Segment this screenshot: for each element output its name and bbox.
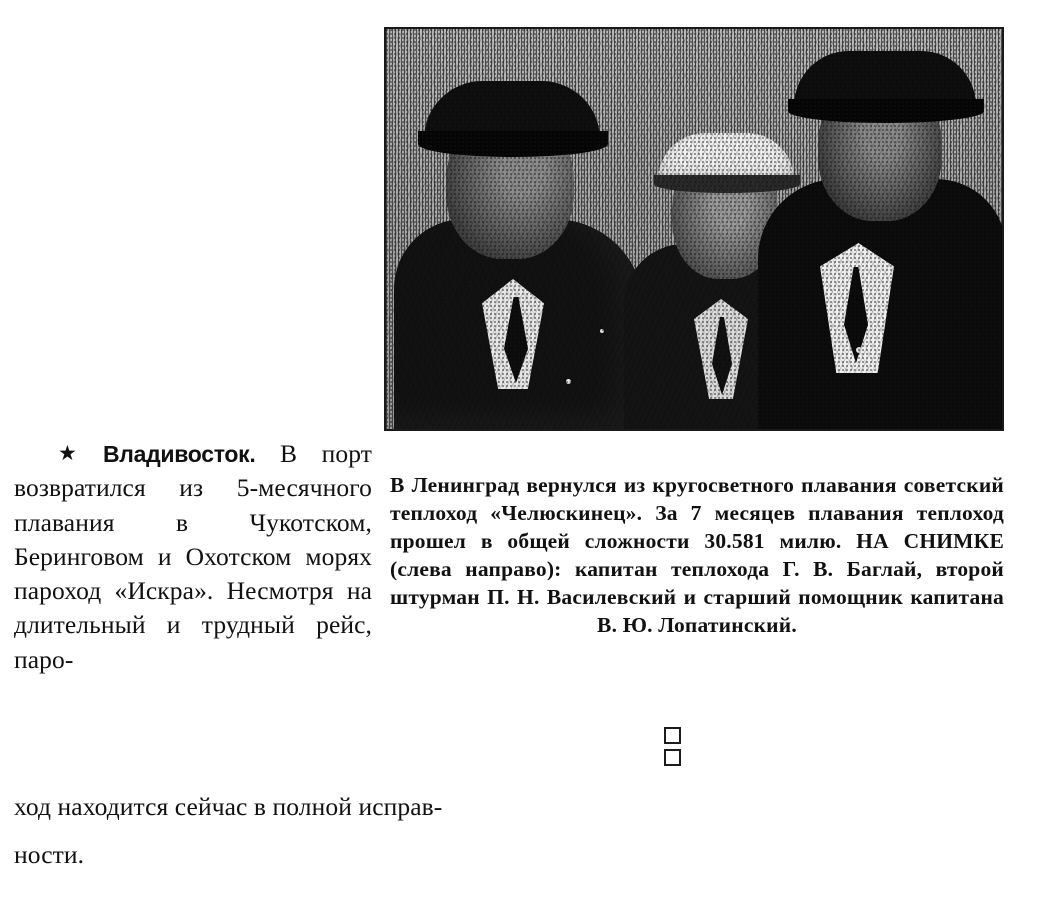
overflow-text: ход находится сейчас в полной исправ-	[14, 792, 443, 821]
dateline-city: Владивосток.	[103, 441, 256, 467]
figure-left-captain	[394, 99, 644, 429]
square-mark-2	[664, 749, 681, 766]
photo-inner	[386, 29, 1002, 429]
right-column-text	[390, 472, 1004, 640]
right-column-paragraph: В Ленинград вернулся из кругосветного плавания советский теплоход «Челюскинец». За 7 месяцев плавания теплоход прошел в общей сложности 30.581 милю. НА СНИМКЕ (слева направо): капитан теплохода Г. В. Баглай, второй штурман П. Н. Василевский и старший помощник капитана В. Ю. Лопатинский.	[390, 473, 1004, 637]
photo-block	[384, 27, 1004, 431]
left-column-body: В порт возвратился из 5-месячного плавания в Чукотском, Беринговом и Охотском морях пароход «Искра». Несмотря на длительный и трудный рейс, паро-	[14, 439, 372, 674]
figure-right-officer	[758, 59, 1004, 429]
left-column-text	[14, 437, 372, 677]
left-column-tail-line	[14, 838, 894, 872]
star-icon: ★	[58, 441, 95, 465]
tail-text: ности.	[14, 840, 85, 869]
square-mark-1	[664, 727, 681, 744]
three-sailors-photo	[384, 27, 1004, 431]
left-column-overflow-line	[14, 790, 894, 824]
square-marks	[664, 727, 728, 747]
